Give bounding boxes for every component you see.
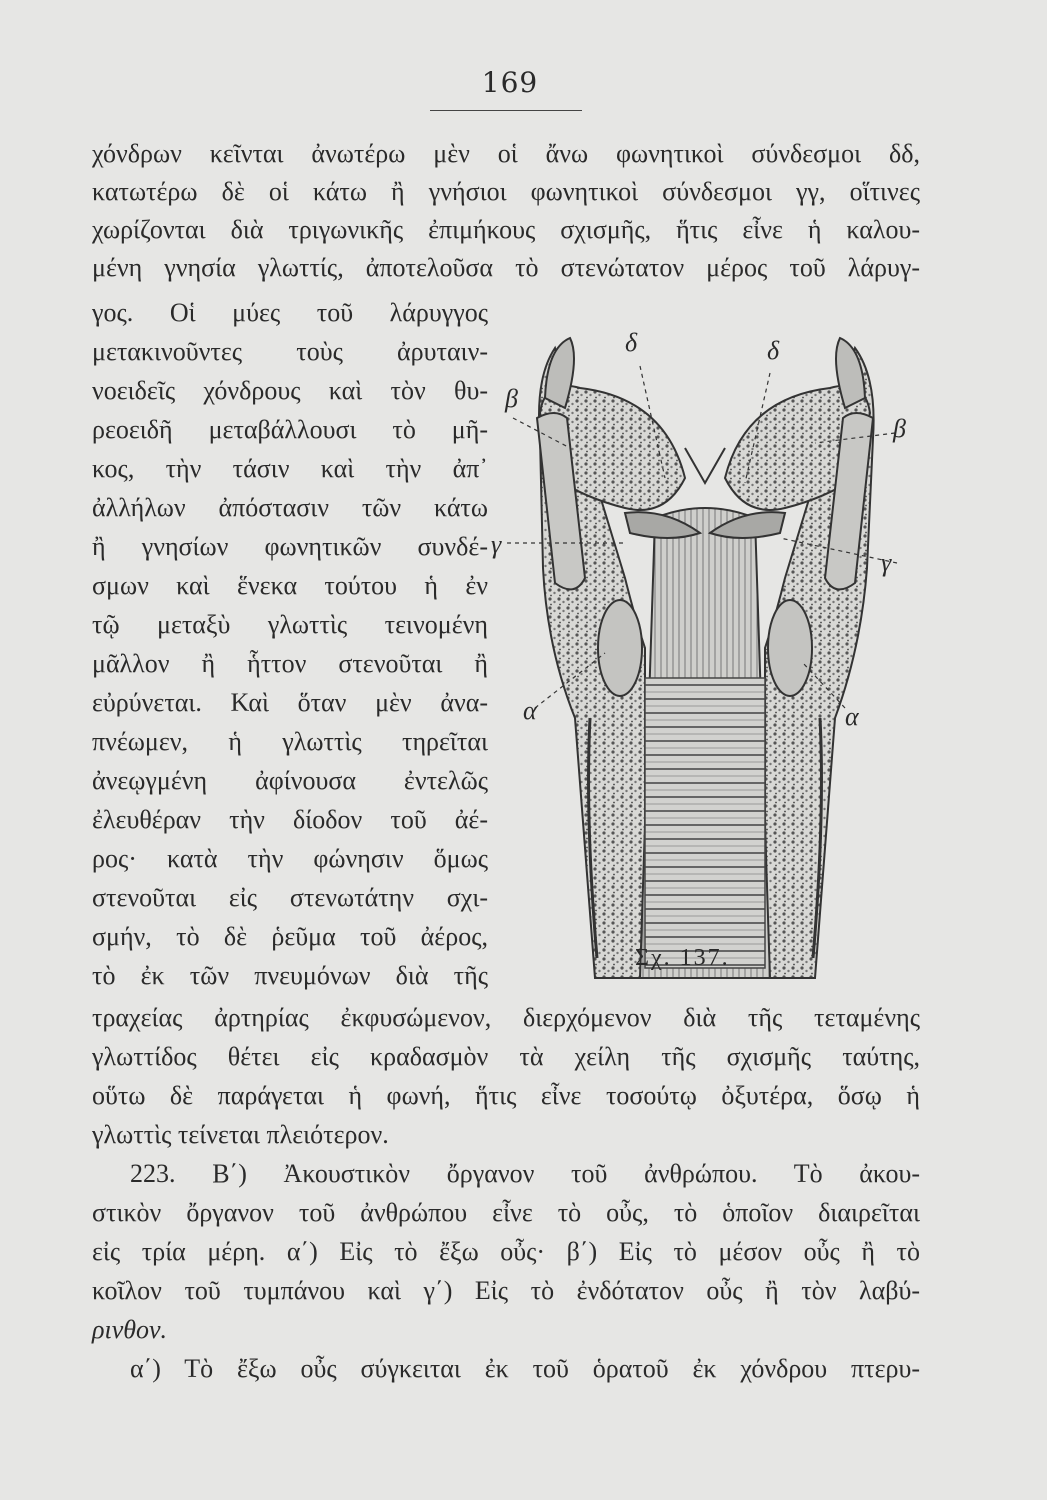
label-delta-right: δ: [767, 336, 780, 365]
text-line: γλωττὶς τείνεται πλειότερον.: [92, 1120, 389, 1149]
page-number: 169: [481, 66, 539, 99]
text-line: κος, τὴν τάσιν καὶ τὴν ἀπ᾿: [92, 454, 488, 483]
text-line: ρεοειδῆ μεταβάλλουσι τὸ μῆ-: [92, 415, 488, 444]
text-line: γος. Οἱ μύες τοῦ λάρυγγος: [92, 298, 488, 327]
text-line: μετακινοῦντες τοὺς ἀρυταιν-: [92, 337, 488, 366]
text-line: α΄) Τὸ ἔξω οὖς σύγκειται ἐκ τοῦ ὁρατοῦ ἐκ χόνδρου πτερυ-: [130, 1354, 920, 1383]
figure-caption: Σχ. 137.: [635, 945, 730, 971]
larynx-figure: [485, 318, 925, 1008]
label-b-left: β: [505, 384, 518, 413]
text-line: ἀλλήλων ἀπόστασιν τῶν κάτω: [92, 493, 488, 522]
label-gamma-right: γ: [881, 548, 892, 577]
label-a-right: α: [845, 702, 859, 731]
text-line: ἐλευθέραν τὴν δίοδον τοῦ ἀέ-: [92, 805, 488, 834]
text-line: εὐρύνεται. Καὶ ὅταν μὲν ἀνα-: [92, 688, 488, 717]
text-line: χωρίζονται διὰ τριγωνικῆς ἐπιμήκους σχισμῆς, ἥτις εἶνε ἡ καλου-: [92, 215, 920, 244]
text-line: εἰς τρία μέρη. α΄) Εἰς τὸ ἔξω οὖς· β΄) Εἰς τὸ μέσον οὖς ἢ τὸ: [92, 1237, 920, 1266]
text-line: μένη γνησία γλωττίς, ἀποτελοῦσα τὸ στενώτατον μέρος τοῦ λάρυγ-: [92, 253, 920, 282]
text-line: κοῖλον τοῦ τυμπάνου καὶ γ΄) Εἰς τὸ ἐνδότατον οὖς ἢ τὸν λαβύ-: [92, 1276, 920, 1305]
text-line: ρινθον.: [92, 1315, 168, 1344]
larynx-illustration: [485, 318, 925, 1008]
text-line: τραχείας ἀρτηρίας ἐκφυσώμενον, διερχόμενον διὰ τῆς τεταμένης: [92, 1003, 920, 1032]
text-line: στενοῦται εἰς στενωτάτην σχι-: [92, 883, 488, 912]
text-line: τῷ μεταξὺ γλωττὶς τεινομένη: [92, 610, 488, 639]
text-line: ἢ γνησίων φωνητικῶν συνδέ-: [92, 532, 488, 561]
label-a-left: α: [523, 696, 537, 725]
text-line: οὕτω δὲ παράγεται ἡ φωνή, ἥτις εἶνε τοσούτῳ ὀξυτέρα, ὅσῳ ἡ: [92, 1081, 920, 1110]
text-line: νοειδεῖς χόνδρους καὶ τὸν θυ-: [92, 376, 488, 405]
label-b-right: β: [893, 414, 906, 443]
text-line: χόνδρων κεῖνται ἀνωτέρω μὲν οἱ ἄνω φωνητικοὶ σύνδεσμοι δδ,: [92, 139, 920, 168]
text-line: ἀνεῳγμένη ἀφίνουσα ἐντελῶς: [92, 766, 488, 795]
text-line: τὸ ἐκ τῶν πνευμόνων διὰ τῆς: [92, 961, 488, 990]
text-line: πνέωμεν, ἡ γλωττὶς τηρεῖται: [92, 727, 488, 756]
text-line: γλωττίδος θέτει εἰς κραδασμὸν τὰ χείλη τῆς σχισμῆς ταύτης,: [92, 1042, 920, 1071]
header-rule: [430, 110, 582, 111]
text-line: σμων καὶ ἕνεκα τούτου ἡ ἐν: [92, 571, 488, 600]
label-delta-left: δ: [625, 328, 638, 357]
text-line: στικὸν ὄργανον τοῦ ἀνθρώπου εἶνε τὸ οὖς, τὸ ὁποῖον διαιρεῖται: [92, 1198, 920, 1227]
label-gamma-left: γ: [491, 530, 502, 559]
section-heading-line: 223. Β΄) Ἀκουστικὸν ὄργανον τοῦ ἀνθρώπου. Τὸ ἀκου-: [130, 1159, 920, 1188]
text-line: ρος· κατὰ τὴν φώνησιν ὅμως: [92, 844, 488, 873]
text-line: σμήν, τὸ δὲ ῥεῦμα τοῦ ἀέρος,: [92, 922, 488, 951]
text-line: μᾶλλον ἢ ἧττον στενοῦται ἢ: [92, 649, 488, 678]
text-line: κατωτέρω δὲ οἱ κάτω ἢ γνήσιοι φωνητικοὶ σύνδεσμοι γγ, οἵτινες: [92, 177, 920, 206]
